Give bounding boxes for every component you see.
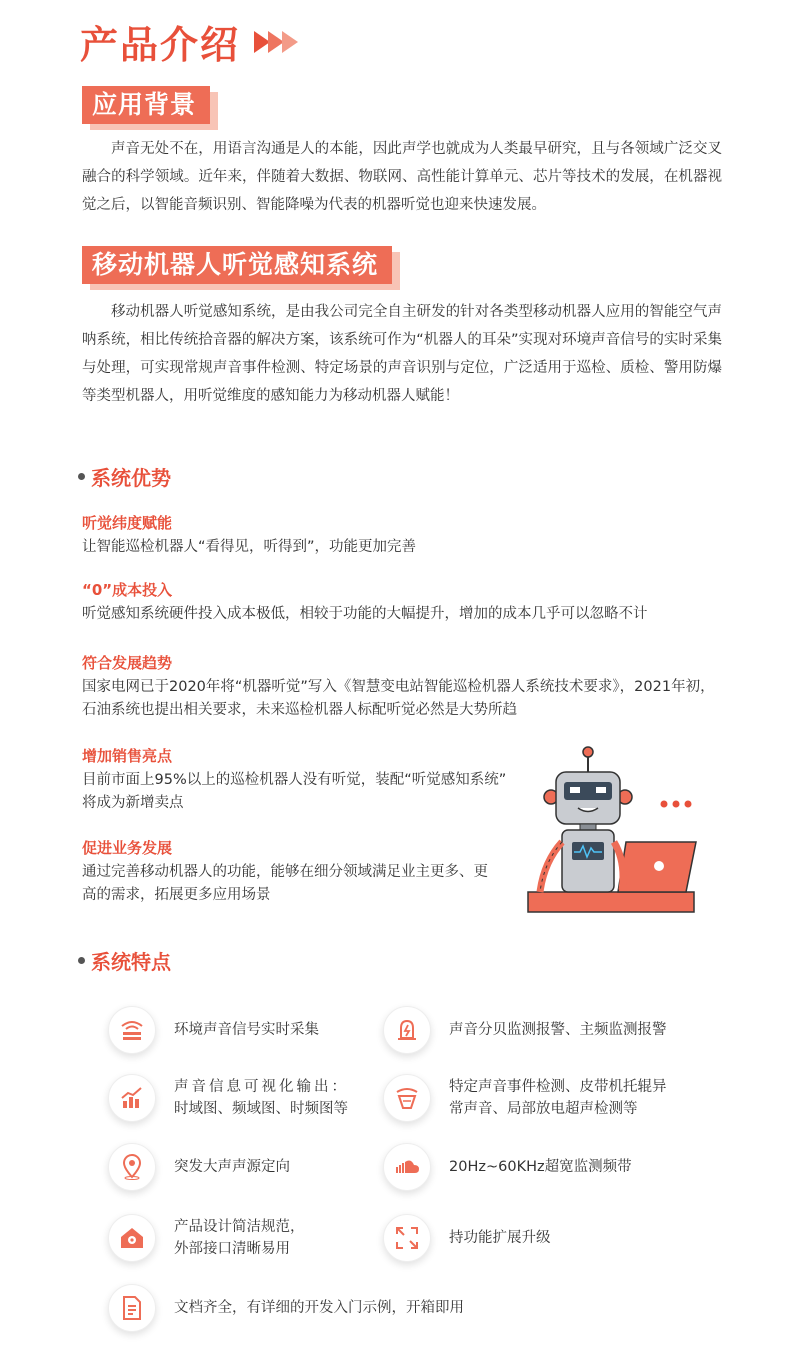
expand-icon: [383, 1214, 431, 1262]
advantage-line: 将成为新增卖点: [82, 795, 184, 811]
feature-line: 外部接口清晰易用: [174, 1241, 290, 1257]
advantage-title: 听觉纬度赋能: [82, 514, 173, 532]
feature-text: [174, 1297, 464, 1319]
feature-text: [174, 1019, 319, 1041]
soundcloud-icon: [383, 1143, 431, 1191]
feature-line: 特定声音事件检测、皮带机托辊异: [449, 1079, 667, 1095]
feature-text: [449, 1156, 632, 1178]
feature-line: 声音信息可视化输出：: [174, 1079, 349, 1095]
advantages-heading-text: 系统优势: [91, 466, 171, 490]
features-heading: [78, 946, 171, 975]
feature-line: 20Hz~60KHz超宽监测频带: [449, 1159, 632, 1175]
advantage-line: 国家电网已于2020年将“机器听觉”写入《智慧变电站智能巡检机器人系统技术要求》，2021年初，: [82, 679, 715, 695]
feature-text: [449, 1227, 551, 1249]
feature-item: [108, 1143, 290, 1191]
feature-item: [383, 1214, 551, 1262]
advantage-text: [82, 603, 648, 626]
advantage-line: 让智能巡检机器人“看得见，听得到”，功能更加完善: [82, 539, 417, 555]
triple-arrow-icon: [254, 31, 296, 53]
page-title: [80, 14, 296, 69]
advantages-heading: [78, 462, 171, 491]
feature-line: 声音分贝监测报警、主频监测报警: [449, 1022, 667, 1038]
feature-line: 产品设计简洁规范，: [174, 1219, 305, 1235]
advantage-line: 通过完善移动机器人的功能，能够在细分领域满足业主更多、更: [82, 864, 488, 880]
feature-text: [174, 1216, 305, 1260]
home-gear-icon: [108, 1214, 156, 1262]
feature-text: [174, 1156, 290, 1178]
section-background-title: 应用背景: [82, 86, 210, 124]
feature-text: [449, 1019, 667, 1041]
advantage-line: 石油系统也提出相关要求，未来巡检机器人标配听觉必然是大势所趋: [82, 702, 517, 718]
features-heading-text: 系统特点: [91, 950, 171, 974]
advantage-title: 增加销售亮点: [82, 747, 173, 765]
feature-text: [174, 1076, 349, 1120]
feature-item: [383, 1074, 667, 1122]
feature-item: [108, 1006, 319, 1054]
page-title-text: 产品介绍: [80, 23, 241, 67]
feature-line: 文档齐全，有详细的开发入门示例，开箱即用: [174, 1300, 464, 1316]
advantage-line: 目前市面上95%以上的巡检机器人没有听觉，装配“听觉感知系统”: [82, 772, 507, 788]
feature-line: 常声音、局部放电超声检测等: [449, 1101, 638, 1117]
advantage-text: [82, 676, 715, 722]
ultrasound-icon: [383, 1074, 431, 1122]
feature-line: 突发大声声源定向: [174, 1159, 290, 1175]
feature-line: 持功能扩展升级: [449, 1230, 551, 1246]
robot-illustration: [526, 742, 706, 917]
feature-line: 环境声音信号实时采集: [174, 1022, 319, 1038]
chart-icon: [108, 1074, 156, 1122]
section-system-title: 移动机器人听觉感知系统: [82, 246, 392, 284]
advantage-title: “0”成本投入: [82, 581, 173, 599]
advantage-title: 符合发展趋势: [82, 654, 173, 672]
feature-text: [449, 1076, 667, 1120]
signal-collect-icon: [108, 1006, 156, 1054]
advantage-text: [82, 861, 488, 907]
background-paragraph: 声音无处不在，用语言沟通是人的本能，因此声学也就成为人类最早研究，且与各领域广泛交叉融合的科学领域。近年来，伴随着大数据、物联网、高性能计算单元、芯片等技术的发展，在机器视觉之后，以智能音频识别、智能降噪为代表的机器听觉也迎来快速发展。: [82, 141, 722, 213]
feature-item: [108, 1214, 305, 1262]
feature-item: [108, 1074, 349, 1122]
document-icon: [108, 1284, 156, 1332]
advantage-line: 听觉感知系统硬件投入成本极低，相较于功能的大幅提升，增加的成本几乎可以忽略不计: [82, 606, 648, 622]
system-paragraph: 移动机器人听觉感知系统，是由我公司完全自主研发的针对各类型移动机器人应用的智能空气声呐系统，相比传统拾音器的解决方案，该系统可作为“机器人的耳朵”实现对环境声音信号的实时采集与处理，可实现常规声音事件检测、特定场景的声音识别与定位，广泛适用于巡检、质检、警用防爆等类型机器人，用听觉维度的感知能力为移动机器人赋能！: [82, 304, 722, 404]
feature-item: [108, 1284, 464, 1332]
bullet-dot-icon: [78, 473, 85, 480]
alarm-icon: [383, 1006, 431, 1054]
location-icon: [108, 1143, 156, 1191]
advantage-line: 高的需求，拓展更多应用场景: [82, 887, 271, 903]
advantage-title: 促进业务发展: [82, 839, 173, 857]
bullet-dot-icon: [78, 957, 85, 964]
feature-item: [383, 1006, 667, 1054]
advantage-text: [82, 536, 416, 559]
advantage-text: [82, 769, 506, 815]
feature-item: [383, 1143, 632, 1191]
feature-line: 时域图、频域图、时频图等: [174, 1101, 348, 1117]
